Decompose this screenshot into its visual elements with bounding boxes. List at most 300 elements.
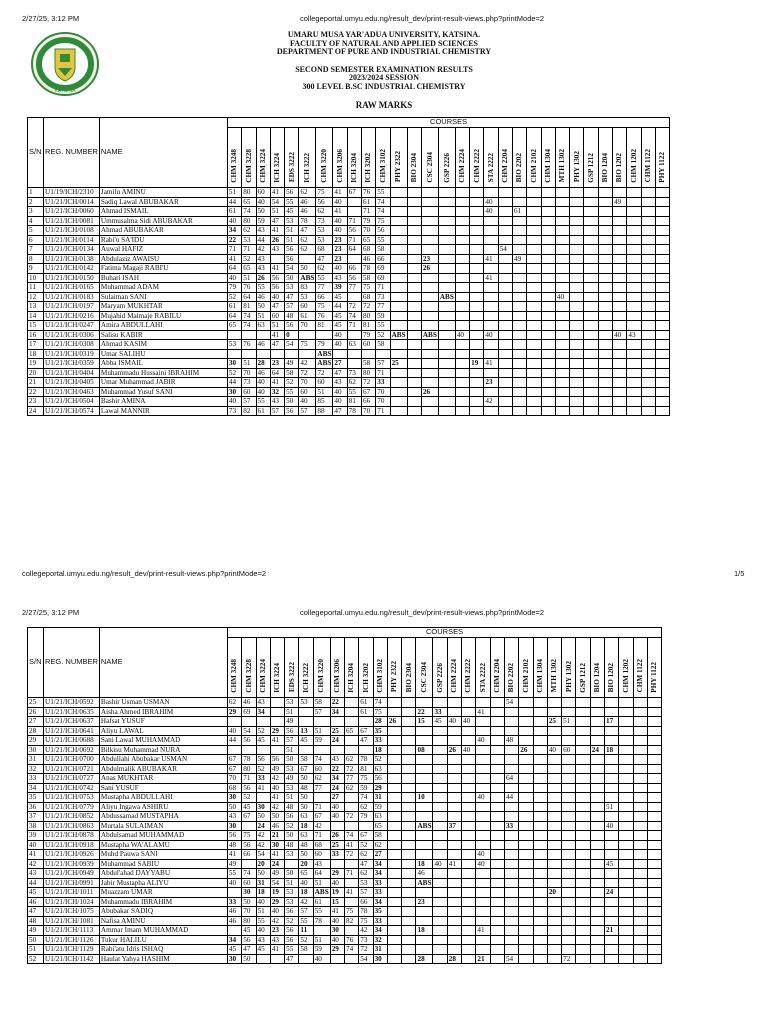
cell-mark <box>555 273 569 283</box>
cell-mark: 45 <box>333 292 347 302</box>
cell-mark <box>476 774 490 784</box>
cell-mark <box>547 831 561 841</box>
cell-mark: 23 <box>270 359 284 369</box>
cell-mark <box>390 226 407 236</box>
cell-mark <box>462 897 476 907</box>
cell-name: Bilkisu Muhammad NURA <box>99 745 227 755</box>
cell-mark <box>498 283 512 293</box>
cell-mark: 50 <box>299 793 313 803</box>
cell-mark <box>555 359 569 369</box>
cell-mark <box>547 859 561 869</box>
cell-mark <box>590 783 604 793</box>
cell-mark <box>627 197 641 207</box>
cell-mark <box>647 793 661 803</box>
cell-sn: 51 <box>28 945 44 955</box>
cell-mark: 76 <box>242 283 256 293</box>
cell-mark <box>504 707 518 717</box>
cell-mark: ABS <box>391 330 406 339</box>
cell-mark: 47 <box>270 302 284 312</box>
cell-mark: 41 <box>270 188 284 198</box>
cell-mark: 28 <box>373 717 387 727</box>
cell-mark <box>590 869 604 879</box>
cell-mark: 31 <box>373 945 387 955</box>
cell-mark <box>421 273 438 283</box>
course-code: ICH 3222 <box>303 152 312 183</box>
cell-mark <box>655 387 669 397</box>
cell-mark <box>455 188 469 198</box>
cell-mark: 65 <box>373 821 387 831</box>
cell-mark <box>627 397 641 407</box>
cell-mark <box>527 197 541 207</box>
cell-sn: 15 <box>28 321 44 331</box>
cell-mark <box>590 926 604 936</box>
cell-mark <box>584 226 598 236</box>
cell-mark: 51 <box>285 707 299 717</box>
cell-name: Sulaiman SANI <box>99 292 227 302</box>
cell-mark <box>285 859 299 869</box>
cell-mark: 32 <box>270 387 284 397</box>
cell-mark: 48 <box>227 840 241 850</box>
cell-mark <box>613 226 627 236</box>
cell-mark: 34 <box>373 859 387 869</box>
cell-mark <box>533 736 547 746</box>
cell-mark <box>438 226 455 236</box>
course-code: ICH 3224 <box>273 152 282 183</box>
cell-mark <box>513 292 527 302</box>
cell-mark <box>633 755 647 765</box>
cell-mark <box>590 755 604 765</box>
cell-mark: 46 <box>270 821 284 831</box>
cell-mark <box>416 945 433 955</box>
cell-mark: 40 <box>270 907 284 917</box>
cell-mark: 57 <box>270 406 284 416</box>
cell-mark: 40 <box>333 216 347 226</box>
cell-mark: 40 <box>256 387 270 397</box>
cell-mark <box>605 698 619 708</box>
cell-mark <box>533 698 547 708</box>
cell-mark <box>242 745 256 755</box>
cell-mark: 69 <box>376 264 390 274</box>
cell-mark: 31 <box>256 878 270 888</box>
cell-mark <box>447 840 461 850</box>
cell-mark: 51 <box>285 878 299 888</box>
cell-mark: 55 <box>285 197 299 207</box>
course-code-header <box>402 638 416 698</box>
cell-mark: 40 <box>484 207 498 217</box>
cell-mark <box>513 359 527 369</box>
cell-mark <box>647 736 661 746</box>
cell-sn: 37 <box>28 812 44 822</box>
cell-mark <box>402 812 416 822</box>
cell-sn: 41 <box>28 850 44 860</box>
cell-mark <box>402 935 416 945</box>
cell-sn: 47 <box>28 907 44 917</box>
cell-mark <box>613 302 627 312</box>
cell-mark: 60 <box>242 878 256 888</box>
cell-mark <box>533 802 547 812</box>
cell-mark: 56 <box>285 188 299 198</box>
cell-mark <box>402 736 416 746</box>
course-code-header <box>299 128 316 188</box>
cell-mark <box>555 264 569 274</box>
cell-mark <box>407 387 421 397</box>
cell-name: Abba ISMAIL <box>99 359 227 369</box>
cell-mark: 22 <box>330 764 344 774</box>
cell-sn: 3 <box>28 207 44 217</box>
cell-mark <box>641 302 655 312</box>
cell-mark: 47 <box>270 216 284 226</box>
course-code-header <box>416 638 433 698</box>
cell-mark <box>455 359 469 369</box>
cell-mark <box>433 783 447 793</box>
cell-mark: 74 <box>344 831 358 841</box>
cell-mark <box>470 216 484 226</box>
cell-mark <box>402 707 416 717</box>
results-table-page-1 <box>27 117 670 416</box>
cell-mark: 50 <box>299 802 313 812</box>
cell-mark <box>421 368 438 378</box>
table-row <box>28 859 662 869</box>
cell-mark <box>598 340 612 350</box>
cell-mark <box>402 926 416 936</box>
cell-mark <box>407 302 421 312</box>
cell-mark: 62 <box>316 207 333 217</box>
cell-name: Umar SALIHU <box>99 349 227 359</box>
cell-mark <box>541 197 555 207</box>
cell-mark <box>533 897 547 907</box>
cell-mark <box>498 264 512 274</box>
cell-mark <box>330 745 344 755</box>
cell-mark: 49 <box>227 859 241 869</box>
cell-mark <box>613 216 627 226</box>
cell-mark: 51 <box>316 387 333 397</box>
cell-mark <box>541 397 555 407</box>
cell-mark <box>590 840 604 850</box>
cell-mark: 70 <box>361 226 375 236</box>
header-sn: S/N <box>28 628 44 698</box>
cell-mark: 39 <box>333 283 347 293</box>
cell-mark <box>576 907 590 917</box>
cell-mark <box>421 226 438 236</box>
cell-mark: 26 <box>421 264 438 274</box>
cell-mark: 72 <box>562 954 576 964</box>
cell-mark: 60 <box>256 188 270 198</box>
cell-mark: 23 <box>416 897 433 907</box>
course-code-header <box>387 638 401 698</box>
cell-mark <box>627 283 641 293</box>
cell-mark: 67 <box>359 726 373 736</box>
cell-mark <box>527 330 541 340</box>
results-table-page-2 <box>27 627 662 964</box>
cell-mark <box>470 378 484 388</box>
faculty-name: FACULTY OF NATURAL AND APPLIED SCIENCES <box>290 39 478 48</box>
cell-mark <box>313 926 330 936</box>
cell-mark <box>655 216 669 226</box>
cell-mark <box>527 216 541 226</box>
cell-reg-number: U1/21/ICH/0405 <box>44 378 100 388</box>
cell-mark <box>421 378 438 388</box>
cell-mark: 53 <box>285 783 299 793</box>
cell-mark <box>555 387 569 397</box>
cell-mark: 26 <box>256 273 270 283</box>
cell-mark <box>541 254 555 264</box>
cell-mark: 40 <box>333 264 347 274</box>
cell-name: Muazzam UMAR <box>99 888 227 898</box>
cell-mark: 29 <box>373 783 387 793</box>
cell-mark: 56 <box>285 245 299 255</box>
cell-sn: 26 <box>28 707 44 717</box>
table-row <box>28 717 662 727</box>
cell-mark <box>519 812 533 822</box>
cell-mark <box>641 292 655 302</box>
cell-mark: 75 <box>316 302 333 312</box>
cell-mark <box>519 916 533 926</box>
table-row <box>28 188 670 198</box>
cell-mark <box>555 226 569 236</box>
cell-mark <box>387 935 401 945</box>
cell-mark: 42 <box>299 897 313 907</box>
cell-mark: 60 <box>316 378 333 388</box>
cell-mark <box>256 349 270 359</box>
cell-mark <box>513 349 527 359</box>
cell-mark <box>584 349 598 359</box>
cell-mark <box>613 349 627 359</box>
cell-mark <box>619 850 633 860</box>
cell-mark <box>562 793 576 803</box>
cell-mark <box>462 935 476 945</box>
cell-mark <box>470 311 484 321</box>
cell-mark: 47 <box>333 406 347 416</box>
cell-mark <box>584 292 598 302</box>
cell-mark: 45 <box>242 926 256 936</box>
table-row <box>28 755 662 765</box>
cell-mark <box>584 340 598 350</box>
course-code-header <box>547 638 561 698</box>
course-code-header <box>533 638 547 698</box>
course-code-header <box>513 128 527 188</box>
cell-mark <box>387 698 401 708</box>
course-code-header <box>541 128 555 188</box>
cell-mark: 60 <box>299 387 316 397</box>
cell-mark <box>570 216 584 226</box>
table-row <box>28 802 662 812</box>
cell-name: Maryam MUKHTAR <box>99 302 227 312</box>
cell-mark <box>387 897 401 907</box>
cell-mark <box>407 188 421 198</box>
header-reg-number: REG. NUMBER <box>44 118 100 188</box>
cell-mark <box>570 273 584 283</box>
cell-mark: 44 <box>227 736 241 746</box>
cell-mark <box>598 406 612 416</box>
cell-mark <box>570 226 584 236</box>
cell-mark <box>533 717 547 727</box>
course-code-header <box>576 638 590 698</box>
cell-mark: 68 <box>361 245 375 255</box>
cell-mark <box>619 840 633 850</box>
cell-mark: 23 <box>333 245 347 255</box>
table-row <box>28 368 670 378</box>
cell-mark <box>533 869 547 879</box>
cell-mark <box>541 406 555 416</box>
cell-mark <box>490 831 504 841</box>
cell-reg-number: U1/21/ICH/0991 <box>44 878 100 888</box>
cell-mark <box>598 235 612 245</box>
course-code-header <box>227 128 241 188</box>
cell-mark <box>402 850 416 860</box>
cell-mark: 74 <box>313 755 330 765</box>
course-code: CHM 2102 <box>529 148 538 183</box>
cell-mark <box>655 245 669 255</box>
cell-mark <box>527 321 541 331</box>
cell-sn: 16 <box>28 330 44 340</box>
cell-sn: 35 <box>28 793 44 803</box>
table-row <box>28 330 670 340</box>
cell-name: Muhammad SABIU <box>99 859 227 869</box>
cell-mark <box>584 397 598 407</box>
cell-mark: 62 <box>242 226 256 236</box>
cell-mark <box>344 821 358 831</box>
cell-mark <box>433 840 447 850</box>
cell-mark <box>613 359 627 369</box>
cell-mark <box>407 349 421 359</box>
cell-mark: 23 <box>333 235 347 245</box>
cell-mark <box>490 736 504 746</box>
cell-mark <box>527 273 541 283</box>
cell-mark <box>533 707 547 717</box>
cell-mark <box>490 954 504 964</box>
cell-mark: 40 <box>605 821 619 831</box>
cell-mark <box>533 764 547 774</box>
cell-mark: 61 <box>359 707 373 717</box>
cell-mark <box>655 340 669 350</box>
cell-sn: 6 <box>28 235 44 245</box>
cell-mark: 66 <box>361 397 375 407</box>
cell-mark <box>555 378 569 388</box>
cell-mark <box>619 916 633 926</box>
cell-mark: 63 <box>373 812 387 822</box>
cell-mark <box>562 726 576 736</box>
cell-mark <box>421 311 438 321</box>
cell-mark <box>555 235 569 245</box>
cell-mark: 51 <box>256 311 270 321</box>
cell-mark <box>605 707 619 717</box>
cell-mark <box>455 226 469 236</box>
cell-mark: 40 <box>476 736 490 746</box>
cell-mark <box>344 926 358 936</box>
course-code: CHM 2224 <box>450 658 459 693</box>
cell-mark <box>447 774 461 784</box>
cell-mark <box>470 330 484 340</box>
cell-mark <box>519 831 533 841</box>
cell-name: Muhammadu IBRAHIM <box>99 897 227 907</box>
cell-mark <box>570 302 584 312</box>
cell-mark: 40 <box>330 812 344 822</box>
course-code: BIO 2304 <box>404 663 413 693</box>
cell-mark <box>570 349 584 359</box>
cell-mark: 57 <box>285 736 299 746</box>
cell-mark: 26 <box>330 831 344 841</box>
cell-mark: 56 <box>347 273 361 283</box>
cell-mark <box>438 302 455 312</box>
cell-mark: 43 <box>256 254 270 264</box>
cell-mark: 76 <box>316 311 333 321</box>
cell-name: Aisha Ahmed IBRAHIM <box>99 707 227 717</box>
cell-mark: 49 <box>285 359 299 369</box>
cell-mark <box>407 397 421 407</box>
cell-sn: 18 <box>28 349 44 359</box>
cell-mark <box>555 254 569 264</box>
cell-mark <box>562 840 576 850</box>
cell-mark <box>447 878 461 888</box>
course-code-header <box>270 638 284 698</box>
cell-mark <box>387 783 401 793</box>
cell-mark: 52 <box>242 793 256 803</box>
cell-mark: 56 <box>242 736 256 746</box>
course-code-header <box>313 638 330 698</box>
cell-mark: 81 <box>316 321 333 331</box>
cell-mark <box>519 793 533 803</box>
cell-mark <box>438 311 455 321</box>
cell-sn: 21 <box>28 378 44 388</box>
cell-mark <box>647 745 661 755</box>
cell-reg-number: U1/21/ICH/0197 <box>44 302 100 312</box>
cell-mark <box>433 764 447 774</box>
cell-mark: 41 <box>333 207 347 217</box>
cell-mark: 75 <box>344 907 358 917</box>
cell-mark <box>387 736 401 746</box>
cell-mark <box>433 888 447 898</box>
cell-mark <box>470 188 484 198</box>
cell-mark: 33 <box>376 378 390 388</box>
cell-mark <box>627 226 641 236</box>
cell-mark <box>533 945 547 955</box>
cell-mark <box>344 793 358 803</box>
cell-mark <box>627 273 641 283</box>
cell-mark: 44 <box>256 235 270 245</box>
cell-mark <box>402 717 416 727</box>
cell-mark <box>387 926 401 936</box>
cell-mark <box>555 368 569 378</box>
cell-mark: 48 <box>299 840 313 850</box>
cell-mark: 55 <box>316 273 333 283</box>
table-row <box>28 897 662 907</box>
cell-name: Sani YUSUF <box>99 783 227 793</box>
cell-mark <box>416 916 433 926</box>
course-code-header <box>270 128 284 188</box>
cell-mark: 77 <box>376 302 390 312</box>
cell-mark: 46 <box>256 292 270 302</box>
cell-mark <box>533 859 547 869</box>
cell-mark <box>619 859 633 869</box>
cell-mark: 65 <box>344 726 358 736</box>
cell-mark <box>470 254 484 264</box>
cell-mark <box>402 764 416 774</box>
cell-mark: 56 <box>285 812 299 822</box>
cell-mark <box>402 783 416 793</box>
cell-mark <box>605 935 619 945</box>
cell-mark: 18 <box>256 888 270 898</box>
cell-mark <box>416 935 433 945</box>
cell-mark: 29 <box>270 897 284 907</box>
cell-mark: 56 <box>373 774 387 784</box>
cell-mark: 74 <box>242 321 256 331</box>
cell-mark <box>484 245 498 255</box>
cell-mark <box>527 207 541 217</box>
cell-mark <box>533 916 547 926</box>
cell-mark: 61 <box>256 406 270 416</box>
cell-reg-number: U1/21/ICH/0060 <box>44 207 100 217</box>
cell-mark <box>504 850 518 860</box>
